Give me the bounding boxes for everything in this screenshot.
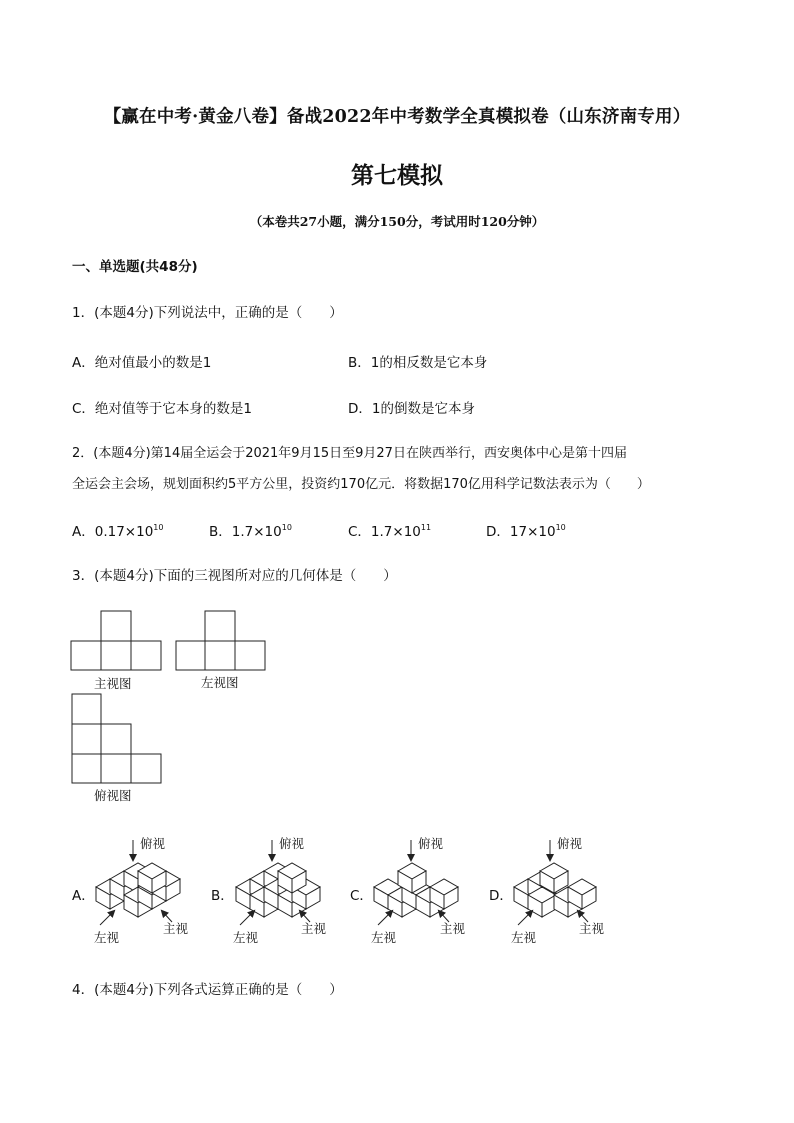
document-title: 【赢在中考·黄金八卷】备战2022年中考数学全真模拟卷（山东济南专用） bbox=[103, 107, 691, 127]
option-d-top-label: 俯视 bbox=[557, 836, 583, 851]
q1-option-d: D．1的倒数是它本身 bbox=[348, 401, 475, 417]
option-c-left-label: 左视 bbox=[371, 930, 397, 945]
question-2-stem-line1: 2．(本题4分)第14届全运会于2021年9月15日至9月27日在陕西举行，西安奥体中心是第十四届 bbox=[72, 446, 627, 461]
q2-option-b: B．$1.7\times 10^{10}$ bbox=[209, 523, 292, 540]
q3-option-c-letter: C． bbox=[350, 888, 373, 904]
option-c-top-label: 俯视 bbox=[418, 836, 444, 851]
option-a-solid bbox=[96, 863, 180, 917]
option-d-left-label: 左视 bbox=[511, 930, 537, 945]
q2-option-d: D．$17\times 10^{10}$ bbox=[486, 523, 566, 540]
exam-info: （本卷共27小题，满分150分，考试用时120分钟） bbox=[249, 214, 545, 229]
top-view-label: 俯视图 bbox=[94, 788, 132, 803]
option-d-solid bbox=[514, 863, 596, 917]
left-view-label: 左视图 bbox=[201, 675, 239, 690]
q3-option-b-letter: B． bbox=[211, 888, 234, 904]
front-view-label: 主视图 bbox=[94, 676, 132, 691]
q3-option-a-letter: A． bbox=[72, 888, 95, 904]
option-b-left-label: 左视 bbox=[233, 930, 259, 945]
q1-option-b: B．1的相反数是它本身 bbox=[348, 355, 488, 371]
q1-option-a: A．绝对值最小的数是1 bbox=[72, 355, 212, 371]
option-a-top-label: 俯视 bbox=[140, 836, 166, 851]
option-b-top-label: 俯视 bbox=[279, 836, 305, 851]
option-a-front-label: 主视 bbox=[163, 921, 189, 936]
section-heading: 一、单选题(共48分) bbox=[72, 259, 198, 275]
question-2-stem-line2: 全运会主会场，规划面积约5平方公里，投资约170亿元．将数据170亿用科学记数法表示为（ ） bbox=[72, 477, 650, 492]
q3-option-d-letter: D． bbox=[489, 888, 513, 904]
q1-option-c: C．绝对值等于它本身的数是1 bbox=[72, 401, 253, 417]
option-b-front-label: 主视 bbox=[301, 921, 327, 936]
question-3-stem: 3．(本题4分)下面的三视图所对应的几何体是（ ） bbox=[72, 568, 397, 584]
question-1-stem: 1．(本题4分)下列说法中，正确的是（ ） bbox=[72, 305, 343, 321]
option-c-solid bbox=[374, 863, 458, 917]
question-4-stem: 4．(本题4分)下列各式运算正确的是（ ） bbox=[72, 982, 343, 998]
q2-option-c: C．$1.7\times 10^{11}$ bbox=[348, 523, 432, 540]
q2-option-a: A．$0.17\times 10^{10}$ bbox=[72, 523, 164, 540]
option-b-solid bbox=[236, 863, 320, 917]
option-c-front-label: 主视 bbox=[440, 921, 466, 936]
option-d-front-label: 主视 bbox=[579, 921, 605, 936]
option-a-left-label: 左视 bbox=[94, 930, 120, 945]
document-subtitle: 第七模拟 bbox=[351, 162, 443, 189]
